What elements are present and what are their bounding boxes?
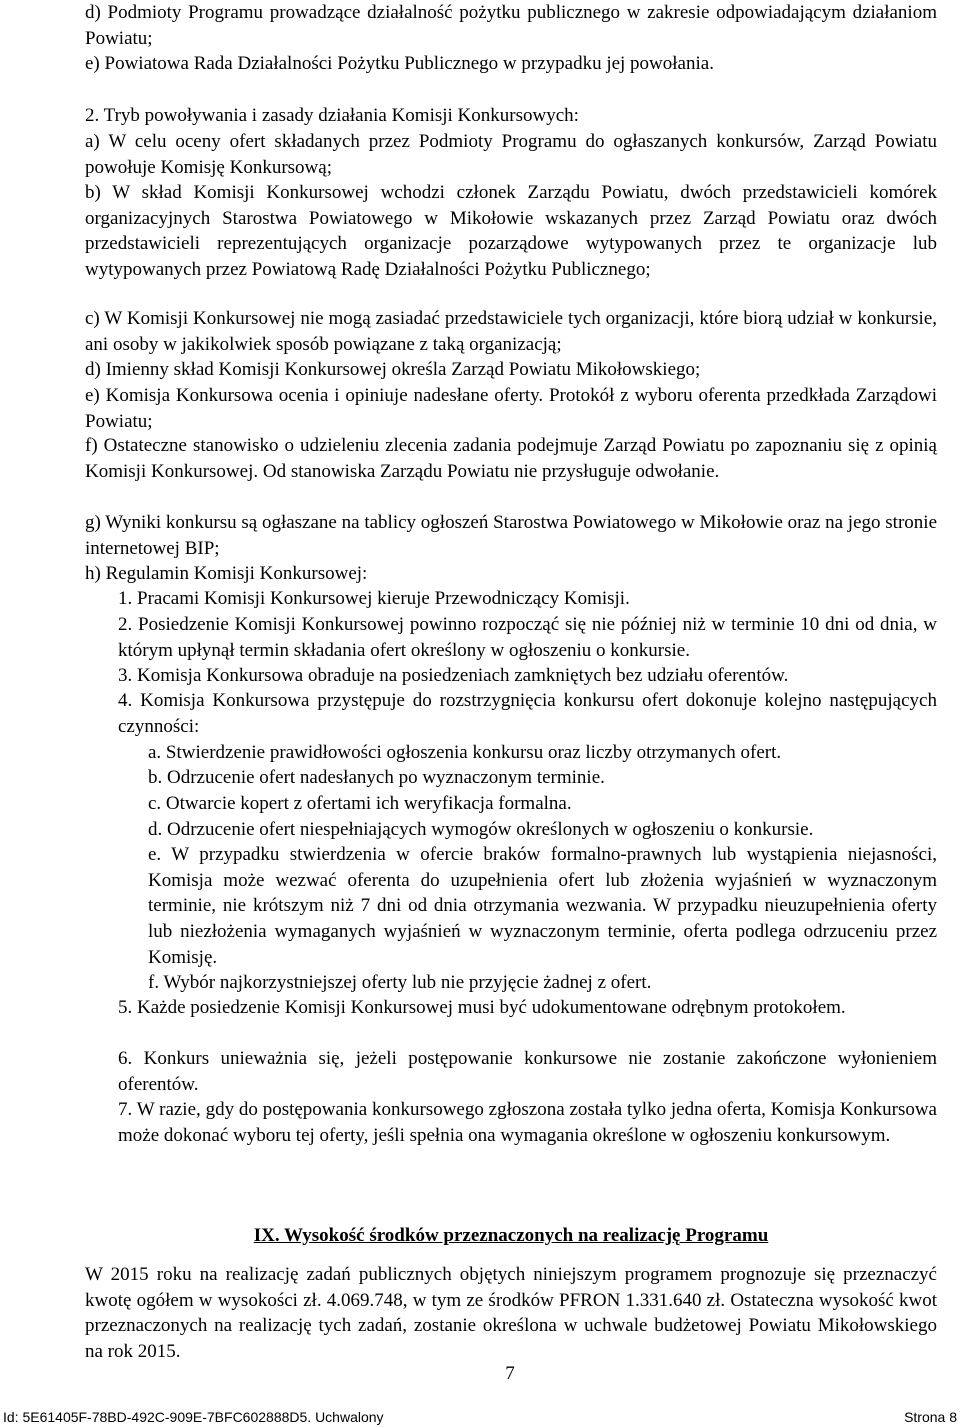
- footer-page-label: Strona 8: [904, 1409, 957, 1425]
- regulamin-item-4: 4. Komisja Konkursowa przystępuje do rozstrzygnięcia konkursu ofert dokonuje kolejno następujących czynności:: [118, 690, 937, 737]
- subitem-d: d. Odrzucenie ofert niespełniających wymogów określonych w ogłoszeniu o konkursie.: [148, 819, 814, 840]
- page-number: 7: [505, 1363, 515, 1384]
- paragraph-c: c) W Komisji Konkursowej nie mogą zasiadać przedstawiciele tych organizacji, które biorą udział w konkursie, ani osoby w jakikolwiek sposób powiązane z taką organizacją;: [85, 308, 937, 355]
- paragraph-b: b) W skład Komisji Konkursowej wchodzi członek Zarządu Powiatu, dwóch przedstawicieli komórek organizacyjnych Starostwa Powiatowego w Mikołowie wskazanych przez Zarząd Powiatu oraz dwóch przedstawicieli reprezentujących organizacje pozarządowe wytypowanych przez te organizacje lub wytypowanych przez Powiatową Radę Działalności Pożytku Publicznego;: [85, 182, 937, 281]
- paragraph-e: e) Komisja Konkursowa ocenia i opiniuje nadesłane oferty. Protokół z wyboru oferenta przedkłada Zarządowi Powiatu;: [85, 385, 937, 432]
- regulamin-item-7: 7. W razie, gdy do postępowania konkursowego zgłoszona została tylko jedna oferta, Komisja Konkursowa może dokonać wyboru tej oferty, jeśli spełnia ona wymagania określone w ogłoszeniu konkursowym.: [118, 1099, 937, 1146]
- footer-document-id: Id: 5E61405F-78BD-492C-909E-7BFC602888D5. Uchwalony: [3, 1409, 384, 1425]
- paragraph-e-rada: e) Powiatowa Rada Działalności Pożytku Publicznego w przypadku jej powołania.: [85, 53, 714, 74]
- paragraph-a: a) W celu oceny ofert składanych przez Podmioty Programu do ogłaszanych konkursów, Zarząd Powiatu powołuje Komisję Konkursową;: [85, 131, 937, 178]
- subitem-b: b. Odrzucenie ofert nadesłanych po wyznaczonym terminie.: [148, 767, 605, 788]
- paragraph-d: d) Imienny skład Komisji Konkursowej określa Zarząd Powiatu Mikołowskiego;: [85, 359, 701, 380]
- subitem-a: a. Stwierdzenie prawidłowości ogłoszenia konkursu oraz liczby otrzymanych ofert.: [148, 742, 782, 763]
- subitem-c: c. Otwarcie kopert z ofertami ich weryfikacja formalna.: [148, 793, 572, 814]
- regulamin-item-6: 6. Konkurs unieważnia się, jeżeli postępowanie konkursowe nie zostanie zakończone wyłonieniem oferentów.: [118, 1048, 937, 1095]
- subitem-e: e. W przypadku stwierdzenia w ofercie braków formalno-prawnych lub wystąpienia niejasności, Komisja może wezwać oferenta do uzupełnienia ofert lub złożenia wyjaśnień w wyznaczonym terminie, nie krótszym niż 7 dni od dnia otrzymania wezwania. W przypadku nieuzupełnienia oferty lub niezłożenia wymaganych wyjaśnień w wyznaczonym terminie, oferta podlega odrzuceniu przez Komisję.: [148, 844, 937, 968]
- paragraph-d-podmioty: d) Podmioty Programu prowadzące działalność pożytku publicznego w zakresie odpowiadającym działaniom Powiatu;: [85, 2, 937, 49]
- regulamin-item-2: 2. Posiedzenie Komisji Konkursowej powinno rozpocząć się nie później niż w terminie 10 dni od dnia, w którym upłynął termin składania ofert określony w ogłoszeniu o konkursie.: [118, 614, 937, 661]
- paragraph-f: f) Ostateczne stanowisko o udzieleniu zlecenia zadania podejmuje Zarząd Powiatu po zapoznaniu się z opinią Komisji Konkursowej. Od stanowiska Zarządu Powiatu nie przysługuje odwołanie.: [85, 435, 937, 482]
- regulamin-item-5: 5. Każde posiedzenie Komisji Konkursowej musi być udokumentowane odrębnym protokołem.: [118, 997, 846, 1018]
- paragraph-2-tryb: 2. Tryb powoływania i zasady działania Komisji Konkursowych:: [85, 105, 579, 126]
- subitem-f: f. Wybór najkorzystniejszej oferty lub nie przyjęcie żadnej z ofert.: [148, 972, 652, 993]
- regulamin-item-1: 1. Pracami Komisji Konkursowej kieruje Przewodniczący Komisji.: [118, 588, 630, 609]
- section-heading: [85, 1223, 937, 1249]
- paragraph-h: h) Regulamin Komisji Konkursowej:: [85, 563, 368, 584]
- regulamin-item-3: 3. Komisja Konkursowa obraduje na posiedzeniach zamkniętych bez udziału oferentów.: [118, 665, 789, 686]
- paragraph-budget-2015: W 2015 roku na realizację zadań publicznych objętych niniejszym programem prognozuje się przeznaczyć kwotę ogółem w wysokości zł. 4.069.748, w tym ze środków PFRON 1.331.640 zł. Ostateczna wysokość kwot przeznaczonych na realizację tych zadań, zostanie określona w uchwale budżetowej Powiatu Mikołowskiego na rok 2015.: [85, 1264, 937, 1363]
- paragraph-g: g) Wyniki konkursu są ogłaszane na tablicy ogłoszeń Starostwa Powiatowego w Mikołowie oraz na jego stronie internetowej BIP;: [85, 512, 937, 559]
- section-heading-text: IX. Wysokość środków przeznaczonych na realizację Programu: [253, 1225, 769, 1246]
